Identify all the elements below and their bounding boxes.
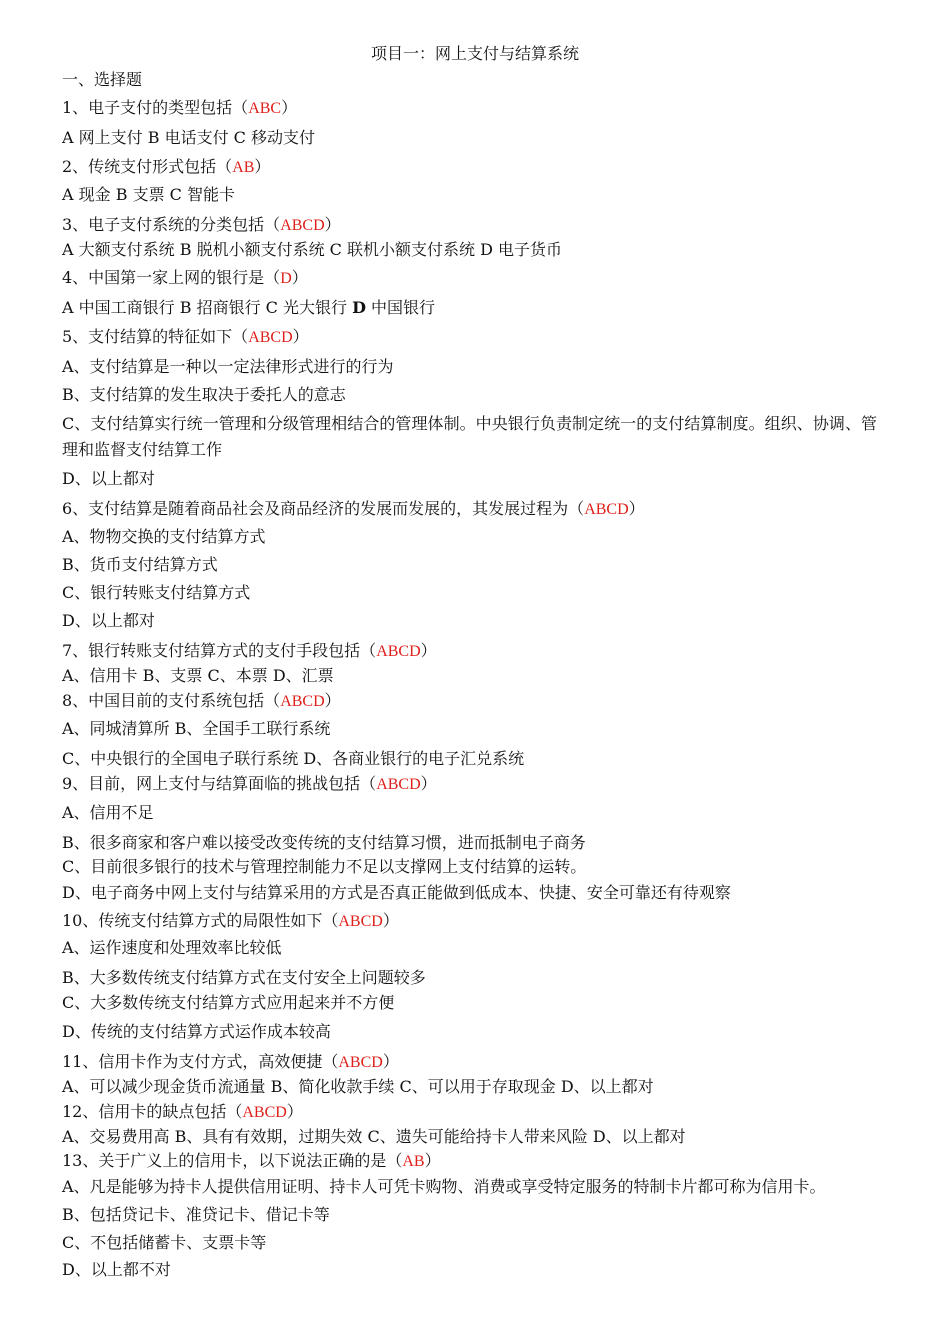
answer-1: ABC [248,100,282,117]
option-6c: C、银行转账支付结算方式 [62,583,251,602]
option-9a: A、信用不足 [62,803,154,822]
question-1: 1、电子支付的类型包括（ABC） [62,98,298,117]
option-9b: B、很多商家和客户难以接受改变传统的支付结算习惯，进而抵制电子商务 [62,833,586,852]
page-title: 项目一：网上支付与结算系统 [370,44,579,63]
option-5c: C、支付结算实行统一管理和分级管理相结合的管理体制。中央银行负责制定统一的支付结算制度。组织、协调、管理和监督支付结算工作 [62,414,877,459]
options-2: A 现金 B 支票 C 智能卡 [62,185,235,204]
option-10a: A、运作速度和处理效率比较低 [62,938,282,957]
answer-6: ABCD [584,501,629,518]
options-12: A、交易费用高 B、具有有效期，过期失效 C、遗失可能给持卡人带来风险 D、以上都对 [62,1127,686,1146]
question-5: 5、支付结算的特征如下（ABCD） [62,327,309,346]
option-10b: B、大多数传统支付结算方式在支付安全上问题较多 [62,968,426,987]
option-9c: C、目前很多银行的技术与管理控制能力不足以支撑网上支付结算的运转。 [62,857,587,876]
answer-9: ABCD [376,776,421,793]
answer-2: AB [232,159,255,176]
question-7: 7、银行转账支付结算方式的支付手段包括（ABCD） [62,641,437,660]
option-8c: C、中央银行的全国电子联行系统 D、各商业银行的电子汇兑系统 [62,749,525,768]
question-6: 6、支付结算是随着商品社会及商品经济的发展而发展的，其发展过程为（ABCD） [62,499,645,518]
option-6d: D、以上都对 [62,611,155,630]
options-11: A、可以减少现金货币流通量 B、简化收款手续 C、可以用于存取现金 D、以上都对 [62,1077,654,1096]
options-1: A 网上支付 B 电话支付 C 移动支付 [62,128,315,147]
option-13d: D、以上都不对 [62,1260,171,1279]
option-5b: B、支付结算的发生取决于委托人的意志 [62,385,346,404]
answer-7: ABCD [376,643,421,660]
options-7: A、信用卡 B、支票 C、本票 D、汇票 [62,666,334,685]
section-heading: 一、选择题 [62,70,143,89]
question-12: 12、信用卡的缺点包括（ABCD） [62,1102,303,1121]
option-10d: D、传统的支付结算方式运作成本较高 [62,1022,331,1041]
answer-3: ABCD [280,217,325,234]
question-2: 2、传统支付形式包括（AB） [62,157,271,176]
option-13a: A、凡是能够为持卡人提供信用证明、持卡人可凭卡购物、消费或享受特定服务的特制卡片都可称为信用卡。 [62,1177,826,1196]
answer-11: ABCD [338,1054,383,1071]
question-10: 10、传统支付结算方式的局限性如下（ABCD） [62,911,399,930]
question-9: 9、目前，网上支付与结算面临的挑战包括（ABCD） [62,774,437,793]
option-9d: D、电子商务中网上支付与结算采用的方式是否真正能做到低成本、快捷、安全可靠还有待观察 [62,883,731,902]
option-8a: A、同城清算所 B、全国手工联行系统 [62,719,331,738]
question-8: 8、中国目前的支付系统包括（ABCD） [62,691,341,710]
option-5d: D、以上都对 [62,469,155,488]
question-13: 13、关于广义上的信用卡，以下说法正确的是（AB） [62,1151,441,1170]
question-4: 4、中国第一家上网的银行是（D） [62,268,308,287]
option-5a: A、支付结算是一种以一定法律形式进行的行为 [62,357,394,376]
answer-4: D [280,270,292,287]
option-10c: C、大多数传统支付结算方式应用起来并不方便 [62,993,395,1012]
option-13b: B、包括贷记卡、准贷记卡、借记卡等 [62,1205,330,1224]
option-6b: B、货币支付结算方式 [62,555,218,574]
answer-12: ABCD [242,1104,287,1121]
options-3: A 大额支付系统 B 脱机小额支付系统 C 联机小额支付系统 D 电子货币 [62,240,562,259]
option-6a: A、物物交换的支付结算方式 [62,527,266,546]
question-11: 11、信用卡作为支付方式，高效便捷（ABCD） [62,1052,399,1071]
answer-5: ABCD [248,329,293,346]
question-3: 3、电子支付系统的分类包括（ABCD） [62,215,341,234]
option-13c: C、不包括储蓄卡、支票卡等 [62,1233,267,1252]
answer-10: ABCD [338,913,383,930]
options-4: A 中国工商银行 B 招商银行 C 光大银行 D 中国银行 [62,298,436,317]
answer-8: ABCD [280,693,325,710]
answer-13: AB [402,1153,425,1170]
